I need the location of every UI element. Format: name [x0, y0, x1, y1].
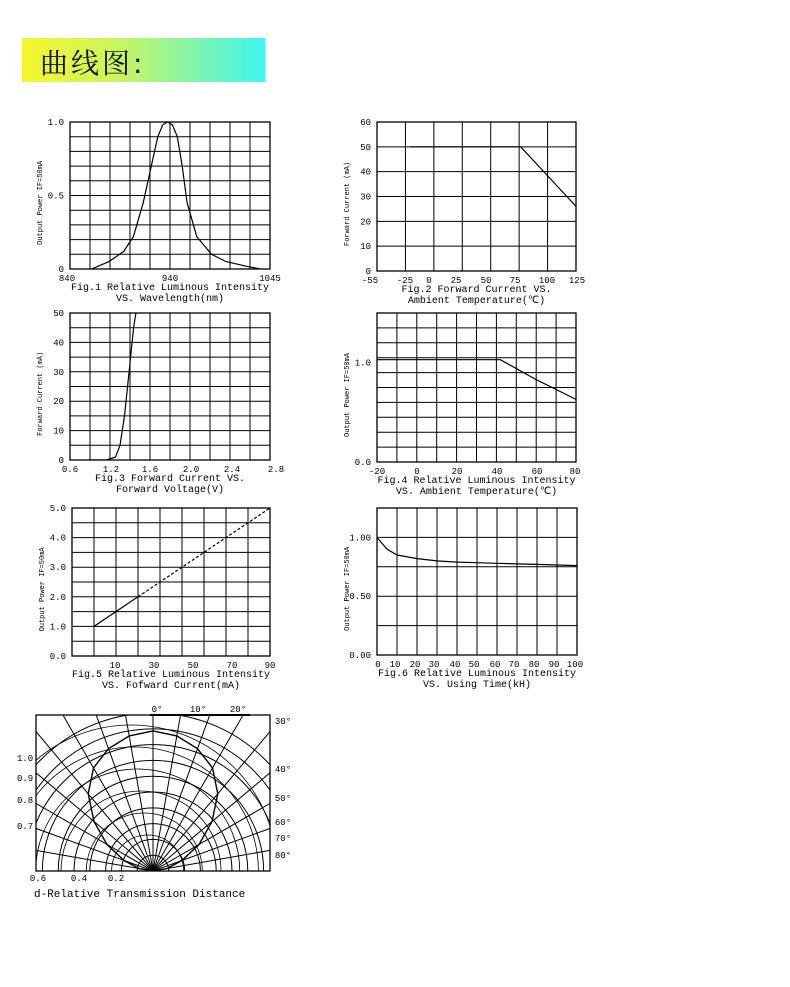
x-tick-label: 100 [538, 276, 556, 286]
y-tick-label: 20 [53, 397, 64, 408]
x-tick-label: 20 [451, 467, 463, 477]
chart-title: d-Relative Transmission Distance [34, 889, 246, 901]
chart-title: Fig.5 Relative Luminous Intensity [71, 670, 271, 681]
x-tick-label: 70 [226, 661, 238, 671]
x-tick-label: 80 [528, 660, 540, 670]
y-tick-label: 40 [53, 338, 64, 349]
series-line [88, 298, 138, 460]
fig5-chart [39, 504, 275, 692]
x-tick-label: 0 [414, 467, 420, 477]
angle-label: 20° [229, 705, 247, 715]
x-tick-label: 0 [426, 276, 432, 286]
x-tick-label: 50 [468, 660, 480, 670]
angle-label: 60° [274, 818, 292, 828]
x-tick-label: 90 [264, 661, 276, 671]
y-tick-label: 4.0 [49, 533, 66, 544]
angle-label: 0° [151, 705, 163, 715]
y-tick-label: 1.0 [47, 118, 64, 128]
x-tick-label: 125 [568, 276, 586, 286]
x-tick-label: 10 [109, 661, 121, 671]
y-tick-label: 50 [53, 309, 64, 319]
radius-label: 0.7 [17, 822, 34, 832]
y-axis-label: Forward Current (mA) [37, 351, 45, 436]
series-line [410, 147, 576, 207]
page-title: 曲线图: [40, 47, 146, 80]
x-tick-label: 60 [489, 660, 501, 670]
x-tick-label: -55 [361, 276, 379, 286]
y-tick-label: 30 [53, 367, 64, 378]
angle-label: 70° [274, 834, 292, 844]
y-tick-label: 0.50 [349, 592, 371, 603]
chart-subtitle: Ambient Temperature(℃) [407, 296, 546, 307]
x-tick-label: -25 [396, 276, 414, 286]
y-axis-label: Output Power IF=50mA [344, 546, 352, 631]
x-tick-label: 30 [428, 660, 440, 670]
distance-label: 0.2 [107, 874, 125, 884]
angle-label: 30° [274, 717, 292, 727]
y-axis-label: Output Power IF=50mA [39, 547, 47, 632]
angle-label: 10° [189, 705, 207, 715]
distance-label: 0.4 [70, 874, 88, 884]
chart-subtitle: Forward Voltage(V) [115, 485, 225, 496]
x-tick-label: 2.0 [182, 465, 200, 475]
x-tick-label: 1.6 [141, 465, 159, 475]
y-tick-label: 1.00 [349, 533, 371, 544]
x-tick-label: 1045 [259, 274, 281, 284]
fig2-chart [344, 118, 585, 307]
x-tick-label: 0 [375, 660, 381, 670]
radius-label: 0.9 [17, 774, 34, 784]
y-axis-label: Output Power IF=50mA [344, 352, 352, 437]
y-tick-label: 60 [360, 118, 371, 128]
x-tick-label: 70 [508, 660, 520, 670]
chart-subtitle: VS. Fofward Current(mA) [101, 681, 241, 692]
x-tick-label: 10 [389, 660, 401, 670]
y-tick-label: 30 [360, 192, 371, 203]
fig6-chart [344, 508, 583, 691]
fig4-chart [344, 313, 580, 498]
y-tick-label: 0.0 [354, 458, 371, 468]
y-tick-label: 0.00 [349, 651, 371, 661]
chart-subtitle: VS. Wavelength(nm) [115, 294, 225, 305]
radius-label: 1.0 [17, 754, 34, 764]
y-tick-label: 0 [365, 267, 371, 277]
y-tick-label: 0.0 [49, 652, 66, 662]
chart-title: Fig.1 Relative Luminous Intensity [70, 283, 270, 294]
y-tick-label: 3.0 [49, 563, 66, 574]
y-axis-label: Output Power IF=50mA [37, 160, 45, 245]
x-tick-label: 40 [449, 660, 461, 670]
y-tick-label: 0 [58, 456, 64, 466]
radius-label: 0.8 [17, 796, 34, 806]
x-tick-label: -20 [368, 467, 386, 477]
x-tick-label: 75 [509, 276, 521, 286]
y-tick-label: 10 [53, 426, 64, 437]
x-tick-label: 90 [548, 660, 560, 670]
angle-label: 40° [274, 765, 292, 775]
fig1-chart [37, 118, 281, 305]
angle-label: 50° [274, 794, 292, 804]
y-tick-label: 5.0 [49, 504, 66, 514]
y-tick-label: 1.0 [49, 622, 66, 633]
x-tick-label: 840 [58, 274, 76, 284]
x-tick-label: 20 [409, 660, 421, 670]
y-tick-label: 0.5 [47, 191, 64, 202]
y-axis-label: Forward Current (mA) [344, 161, 352, 246]
y-tick-label: 2.0 [49, 592, 66, 603]
y-tick-label: 40 [360, 167, 371, 178]
x-tick-label: 80 [569, 467, 581, 477]
x-tick-label: 50 [480, 276, 492, 286]
x-tick-label: 30 [148, 661, 160, 671]
chart-subtitle: VS. Ambient Temperature(℃) [395, 487, 558, 498]
x-tick-label: 940 [161, 274, 179, 284]
y-tick-label: 20 [360, 217, 371, 228]
x-tick-label: 50 [187, 661, 199, 671]
y-tick-label: 50 [360, 142, 371, 153]
y-tick-label: 10 [360, 242, 371, 253]
x-tick-label: 25 [450, 276, 462, 286]
angle-label: 80° [274, 851, 292, 861]
y-tick-label: 0 [58, 265, 64, 275]
chart-subtitle: VS. Using Time(kH) [422, 680, 532, 691]
chart-title: Fig.3 Forward Current VS. [94, 474, 246, 485]
chart-title: Fig.2 Forward Current VS. [401, 285, 552, 296]
chart-title: Fig.4 Relative Luminous Intensity [377, 476, 576, 487]
fig3-chart [37, 298, 284, 496]
x-tick-label: 40 [491, 467, 503, 477]
x-tick-label: 100 [566, 660, 584, 670]
x-tick-label: 0.6 [61, 465, 79, 475]
x-tick-label: 2.8 [267, 465, 285, 475]
y-tick-label: 1.0 [354, 358, 371, 369]
x-tick-label: 2.4 [223, 465, 241, 475]
distance-label: 0.6 [29, 874, 47, 884]
chart-title: Fig.6 Relative Luminous Intensity [377, 669, 577, 680]
x-tick-label: 1.2 [102, 465, 120, 475]
x-tick-label: 60 [531, 467, 543, 477]
